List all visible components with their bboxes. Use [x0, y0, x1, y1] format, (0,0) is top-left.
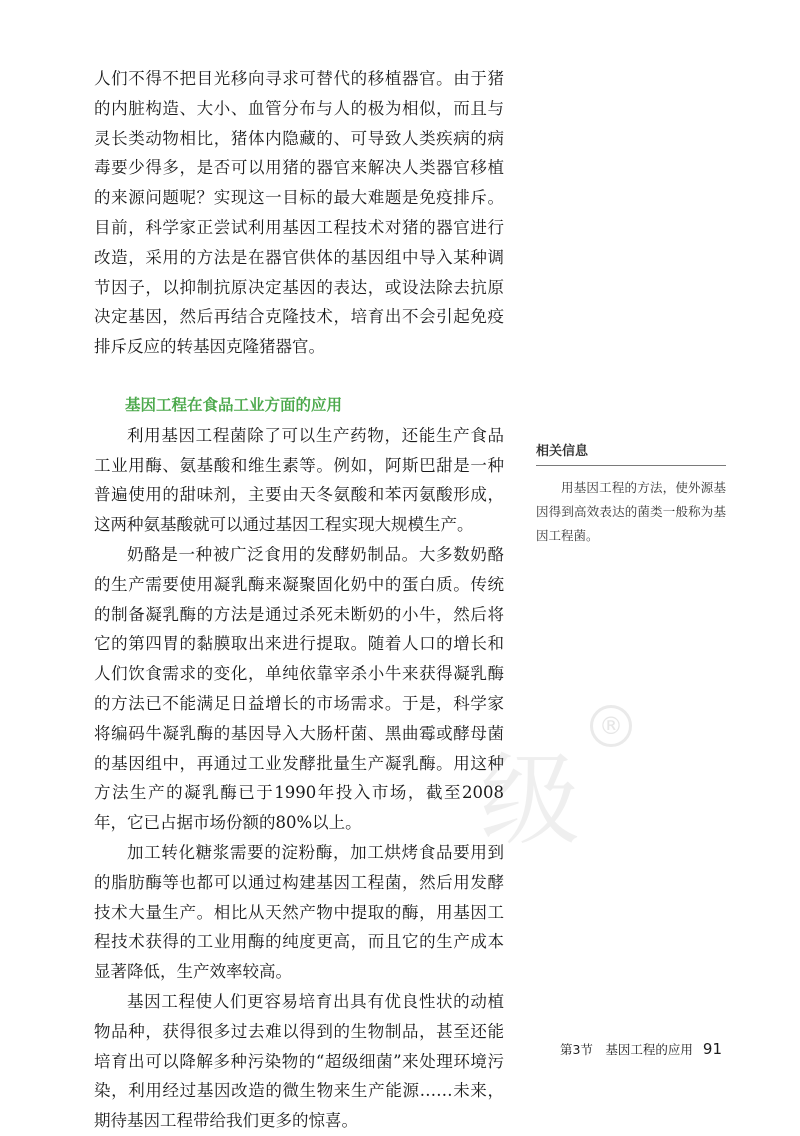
- paragraph-engineered-bacteria: 利用基因工程菌除了可以生产药物，还能生产食品工业用酶、氨基酸和维生素等。例如，阿斯巴甜是一种普遍使用的甜味剂，主要由天冬氨酸和苯丙氨酸形成，这两种氨基酸就可以通过基因工程实现大规模生产。: [94, 425, 504, 535]
- footer-section-title: 第3节 基因工程的应用: [559, 1042, 693, 1057]
- sidebar-title: 相关信息: [536, 440, 726, 466]
- paragraph-future-outlook: 基因工程使人们更容易培育出具有优良性状的动植物品种，获得很多过去难以得到的生物制品，甚至还能培育出可以降解多种污染物的“超级细菌”来处理环境污染，利用经过基因改造的微生物来生产能源……未来，期待基因工程带给我们更多的惊喜。: [94, 991, 504, 1131]
- registered-mark-icon: ®: [590, 705, 632, 747]
- sidebar-body: 用基因工程的方法，使外源基因得到高效表达的菌类一般称为基因工程菌。: [536, 480, 726, 543]
- paragraph-organ-transplant: 人们不得不把目光移向寻求可替代的移植器官。由于猪的内脏构造、大小、血管分布与人的极为相似，而且与灵长类动物相比，猪体内隐藏的、可导致人类疾病的病毒要少得多，是否可以用猪的器官来解决人类器官移植的来源问题呢？实现这一目标的最大难题是免疫排斥。目前，科学家正尝试利用基因工程技术对猪的器官进行改造，采用的方法是在器官供体的基因组中导入某种调节因子，以抑制抗原决定基因的表达，或设法除去抗原决定基因，然后再结合克隆技术，培育出不会引起免疫排斥反应的转基因克隆猪器官。: [94, 69, 504, 357]
- sidebar-related-info: [536, 440, 726, 548]
- section-heading-food-industry: 基因工程在食品工业方面的应用: [125, 395, 343, 414]
- paragraph-industrial-enzymes: 加工转化糖浆需要的淀粉酶，加工烘烤食品要用到的脂肪酶等也都可以通过构建基因工程菌，然后用发酵技术大量生产。相比从天然产物中提取的酶，用基因工程技术获得的工业用酶的纯度更高，而且它的生产成本显著降低，生产效率较高。: [94, 842, 504, 982]
- watermark-glyph: 级: [480, 742, 580, 859]
- page-footer: [560, 1040, 722, 1058]
- page-number: 91: [702, 1040, 722, 1058]
- main-text-column: [94, 64, 504, 1136]
- paragraph-cheese-rennet: 奶酪是一种被广泛食用的发酵奶制品。大多数奶酪的生产需要使用凝乳酶来凝聚固化奶中的蛋白质。传统的制备凝乳酶的方法是通过杀死未断奶的小牛，然后将它的第四胃的黏膜取出来进行提取。随着人口的增长和人们饮食需求的变化，单纯依靠宰杀小牛来获得凝乳酶的方法已不能满足日益增长的市场需求。于是，科学家将编码牛凝乳酶的基因导入大肠杆菌、黑曲霉或酵母菌的基因组中，再通过工业发酵批量生产凝乳酶。用这种方法生产的凝乳酶已于1990年投入市场，截至2008年，它已占据市场份额的80%以上。: [94, 544, 504, 833]
